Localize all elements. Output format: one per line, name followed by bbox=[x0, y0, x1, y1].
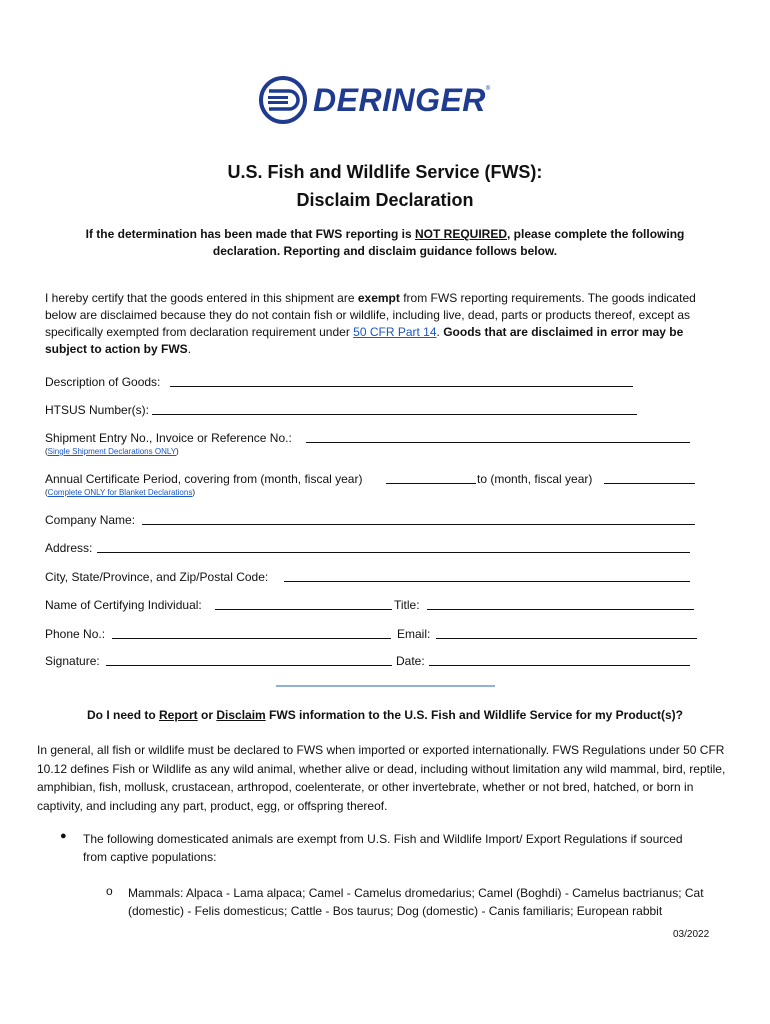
certification-paragraph: I hereby certify that the goods entered in this shipment are exempt from FWS reporting requirements. The goods indicated below are disclaimed because they do not contain fish or wildlife, including live, dead, parts or products thereof, except as specifically exempted from declaration requirement under 50 CFR Part 14. Goods that are disclaimed in error may be subject to action by FWS. bbox=[45, 291, 696, 356]
bullet-text: The following domesticated animals are exempt from U.S. Fish and Wildlife Import/ Export Regulations if sourced from captive populations: bbox=[83, 832, 683, 864]
logo-wordmark: DERINGER bbox=[313, 82, 486, 118]
company-label: Company Name: bbox=[45, 513, 136, 527]
revision-date: 03/2022 bbox=[673, 929, 710, 940]
annual-to-field[interactable] bbox=[604, 483, 695, 484]
section-divider bbox=[276, 685, 495, 687]
email-label: Email: bbox=[397, 627, 431, 641]
description-field[interactable] bbox=[170, 386, 633, 387]
sub-bullet-text: Mammals: Alpaca - Lama alpaca; Camel - Camelus dromedarius; Camel (Boghdi) - Camelus bactrianus; Cat (domestic) - Felis domesticus; Cattle - Bos taurus; Dog (domestic) - Canis familiaris; European rabbit bbox=[128, 886, 704, 918]
disclaim-warning: Goods that are disclaimed in error may be subject to action by FWS bbox=[45, 325, 684, 356]
annual-from-field[interactable] bbox=[386, 483, 476, 484]
address-field[interactable] bbox=[97, 552, 690, 553]
email-field[interactable] bbox=[436, 638, 697, 639]
report-emphasis: Report bbox=[159, 708, 198, 722]
deringer-logo-icon bbox=[259, 76, 307, 124]
address-label: Address: bbox=[45, 541, 93, 555]
trademark-mark: ® bbox=[485, 86, 491, 92]
title-field[interactable] bbox=[427, 609, 694, 610]
blanket-declarations-link[interactable]: Complete ONLY for Blanket Declarations bbox=[47, 488, 193, 497]
report-disclaim-question: Do I need to Report or Disclaim FWS information to the U.S. Fish and Wildlife Service for my Product(s)? bbox=[87, 708, 683, 722]
date-field[interactable] bbox=[429, 665, 690, 666]
phone-field[interactable] bbox=[112, 638, 391, 639]
entry-note: (Single Shipment Declarations ONLY) bbox=[45, 447, 179, 456]
general-paragraph: In general, all fish or wildlife must be declared to FWS when imported or exported internationally. FWS Regulations under 50 CFR 10.12 defines Fish or Wildlife as any wild animal, whether alive or dead, including without limitation any wild mammal, bird, reptile, amphibian, fish, mollusk, crustacean, arthropod, coelenterate, or other invertebrate, whether or not bred, hatched, or born in captivity, and including any part, product, egg, or offspring thereof. bbox=[37, 743, 726, 813]
bullet-marker: ● bbox=[60, 830, 67, 842]
annual-to-label: to (month, fiscal year) bbox=[477, 472, 593, 486]
city-label: City, State/Province, and Zip/Postal Code: bbox=[45, 570, 269, 584]
title-label: Title: bbox=[394, 598, 420, 612]
signature-field[interactable] bbox=[106, 665, 392, 666]
entry-no-label: Shipment Entry No., Invoice or Reference No.: bbox=[45, 431, 292, 445]
htsus-field[interactable] bbox=[152, 414, 637, 415]
cfr-part-14-link[interactable]: 50 CFR Part 14 bbox=[353, 325, 437, 339]
htsus-label: HTSUS Number(s): bbox=[45, 403, 150, 417]
signature-label: Signature: bbox=[45, 654, 100, 668]
sub-bullet-marker: o bbox=[106, 884, 113, 898]
annual-period-label: Annual Certificate Period, covering from (month, fiscal year) bbox=[45, 472, 363, 486]
disclaim-emphasis: Disclaim bbox=[216, 708, 266, 722]
not-required-emphasis: NOT REQUIRED bbox=[414, 227, 507, 241]
description-label: Description of Goods: bbox=[45, 375, 161, 389]
intro-text: If the determination has been made that FWS reporting is NOT REQUIRED, please complete the following declaration. Reporting and disclaim guidance follows below. bbox=[85, 227, 685, 258]
annual-note: (Complete ONLY for Blanket Declarations) bbox=[45, 488, 196, 497]
phone-label: Phone No.: bbox=[45, 627, 106, 641]
deringer-logo bbox=[259, 76, 490, 124]
certifier-label: Name of Certifying Individual: bbox=[45, 598, 202, 612]
single-shipment-link[interactable]: Single Shipment Declarations ONLY bbox=[47, 447, 177, 456]
page-title-line2: Disclaim Declaration bbox=[296, 190, 474, 210]
page-title-line1: U.S. Fish and Wildlife Service (FWS): bbox=[227, 162, 543, 182]
city-field[interactable] bbox=[284, 581, 690, 582]
certifier-field[interactable] bbox=[215, 609, 392, 610]
date-label: Date: bbox=[396, 654, 425, 668]
exempt-emphasis: exempt bbox=[357, 291, 400, 305]
company-field[interactable] bbox=[142, 524, 695, 525]
entry-no-field[interactable] bbox=[306, 442, 690, 443]
